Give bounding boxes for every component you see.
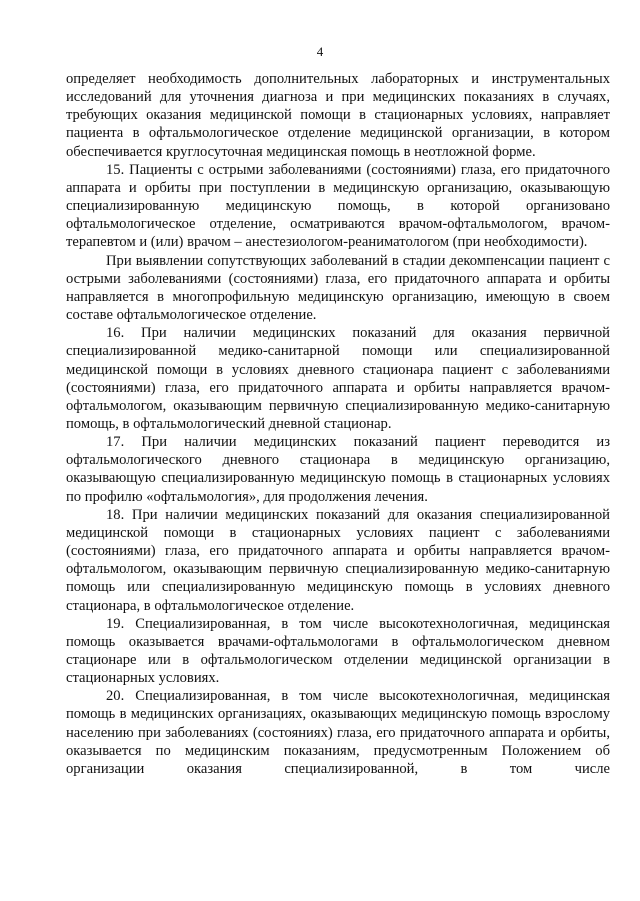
paragraph-item-17: 17. При наличии медицинских показаний пациент переводится из офтальмологического дневного стационара в медицинскую организацию, оказывающую специализированную медицинскую помощь в стационарных условиях по профилю «офтальмология», для продолжения лечения. [66,434,610,505]
paragraph-item-16: 16. При наличии медицинских показаний для оказания первичной специализированной медико-санитарной помощи или специализированной медицинской помощи в условиях дневного стационара пациент с заболеваниями (состояниями) глаза, его придаточного аппарата и орбиты направляется врачом-офтальмологом, оказывающим первичную специализированную медико-санитарную помощь, в офтальмологический дневной стационар. [66,325,610,432]
document-body [66,70,610,778]
paragraph-item-15: 15. Пациенты с острыми заболеваниями (состояниями) глаза, его придаточного аппарата и орбиты при поступлении в медицинскую организацию, оказывающую специализированную медицинскую помощь, в которой организовано офтальмологическое отделение, осматриваются врачом-офтальмологом, врачом-терапевтом и (или) врачом – анестезиологом-реаниматологом (при необходимости). [66,161,610,251]
paragraph-comorbidity: При выявлении сопутствующих заболеваний в стадии декомпенсации пациент с острыми заболеваниями (состояниями) глаза, его придаточного аппарата и орбиты направляется в многопрофильную медицинскую организацию, имеющую в своем составе офтальмологическое отделение. [66,252,610,324]
page-number: 4 [316,44,324,59]
paragraph-continuation: определяет необходимость дополнительных лабораторных и инструментальных исследований для уточнения диагноза и при медицинских показаниях в случаях, требующих оказания медицинской помощи в стационарных условиях, направляет пациента в офтальмологическое отделение медицинской организации, в котором обеспечивается круглосуточная медицинская помощь в неотложной форме. [66,71,610,160]
paragraph-item-18: 18. При наличии медицинских показаний для оказания специализированной медицинской помощи в стационарных условиях пациент с заболеваниями (состояниями) глаза, его придаточного аппарата и орбиты направляется врачом-офтальмологом, оказывающим первичную специализированную медико-санитарную помощь или специализированную медицинскую помощь в условиях дневного стационара, в офтальмологическое отделение. [66,506,610,614]
paragraph-item-20: 20. Специализированная, в том числе высокотехнологичная, медицинская помощь в медицинских организациях, оказывающих медицинскую помощь взрослому населению при заболеваниях (состояниях) глаза, его придаточного аппарата и орбиты, оказывается по медицинским показаниям, предусмотренным Положением об организации оказания специализированной, в том числе [66,688,610,777]
paragraph-item-19: 19. Специализированная, в том числе высокотехнологичная, медицинская помощь оказывается врачами-офтальмологами в офтальмологическом дневном стационаре или в офтальмологическом отделении медицинской организации в стационарных условиях. [66,615,610,687]
